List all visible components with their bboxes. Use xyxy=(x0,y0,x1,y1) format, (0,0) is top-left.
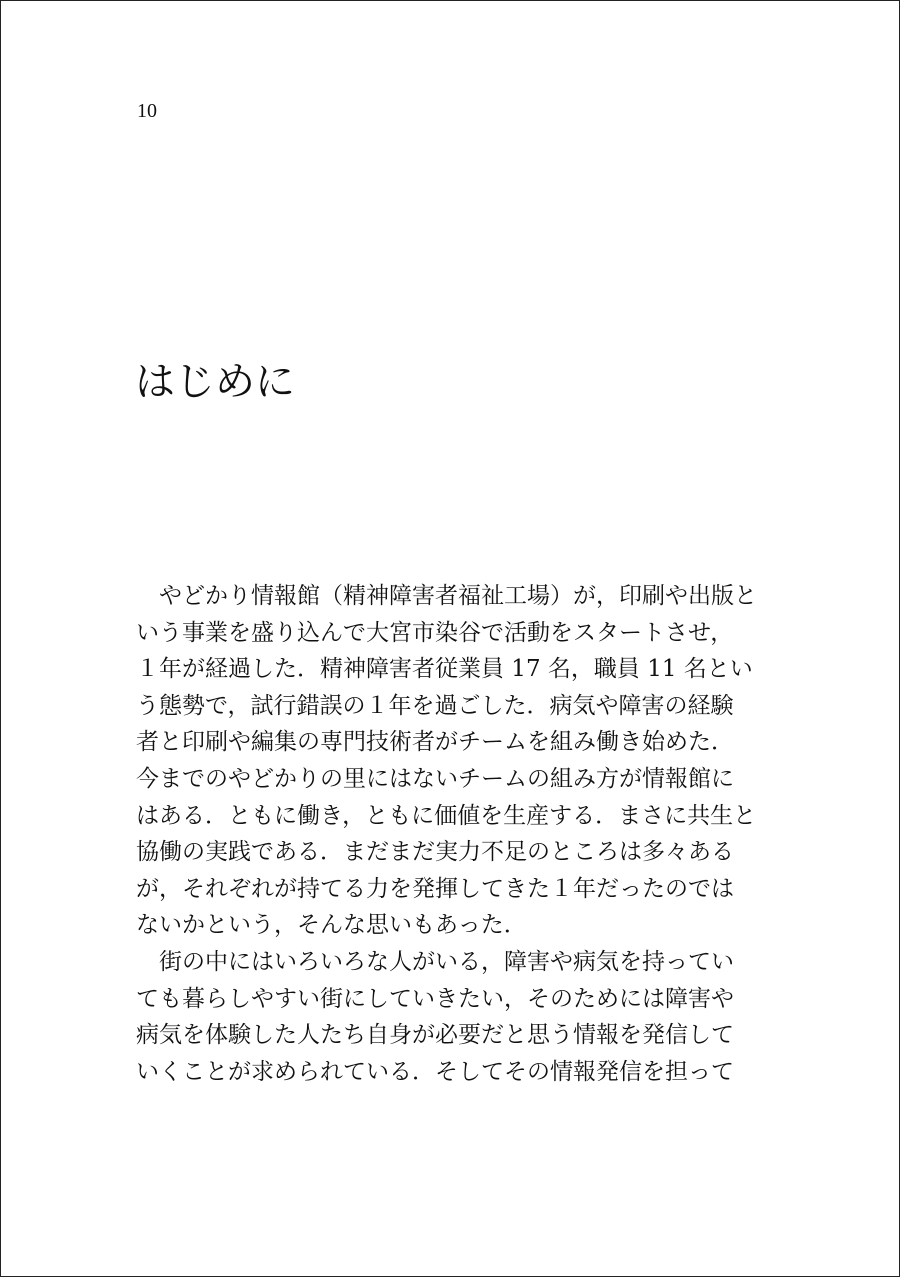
text-line: ても暮らしやすい街にしていきたい，そのためには障害や xyxy=(136,985,734,1012)
text-line: ないかという，そんな思いもあった． xyxy=(136,912,527,939)
text-line: いくことが求められている．そしてその情報発信を担って xyxy=(136,1058,734,1085)
text-line: 今までのやどかりの里にはないチームの組み方が情報館に xyxy=(136,765,734,792)
chapter-title: はじめに xyxy=(135,359,295,405)
text-line: 病気を体験した人たち自身が必要だと思う情報を発信して xyxy=(136,1022,734,1049)
text-line: 協働の実践である．まだまだ実力不足のところは多々ある xyxy=(136,839,734,866)
text-line: １年が経過した．精神障害者従業員 17 名，職員 11 名とい xyxy=(136,656,753,683)
text-line: う態勢で，試行錯誤の１年を過ごした．病気や障害の経験 xyxy=(136,692,734,719)
text-line: やどかり情報館（精神障害者福祉工場）が，印刷や出版と xyxy=(136,583,757,609)
text-line: 街の中にはいろいろな人がいる，障害や病気を持ってい xyxy=(136,948,734,975)
body-text xyxy=(136,578,776,1090)
text-line: が，それぞれが持てる力を発揮してきた１年だったのでは xyxy=(136,875,734,902)
text-line: いう事業を盛り込んで大宮市染谷で活動をスタートさせ， xyxy=(136,619,734,646)
text-line: はある．ともに働き，ともに価値を生産する．まさに共生と xyxy=(136,802,757,829)
page-number: 10 xyxy=(137,100,157,122)
text-line: 者と印刷や編集の専門技術者がチームを組み働き始めた． xyxy=(136,729,734,756)
